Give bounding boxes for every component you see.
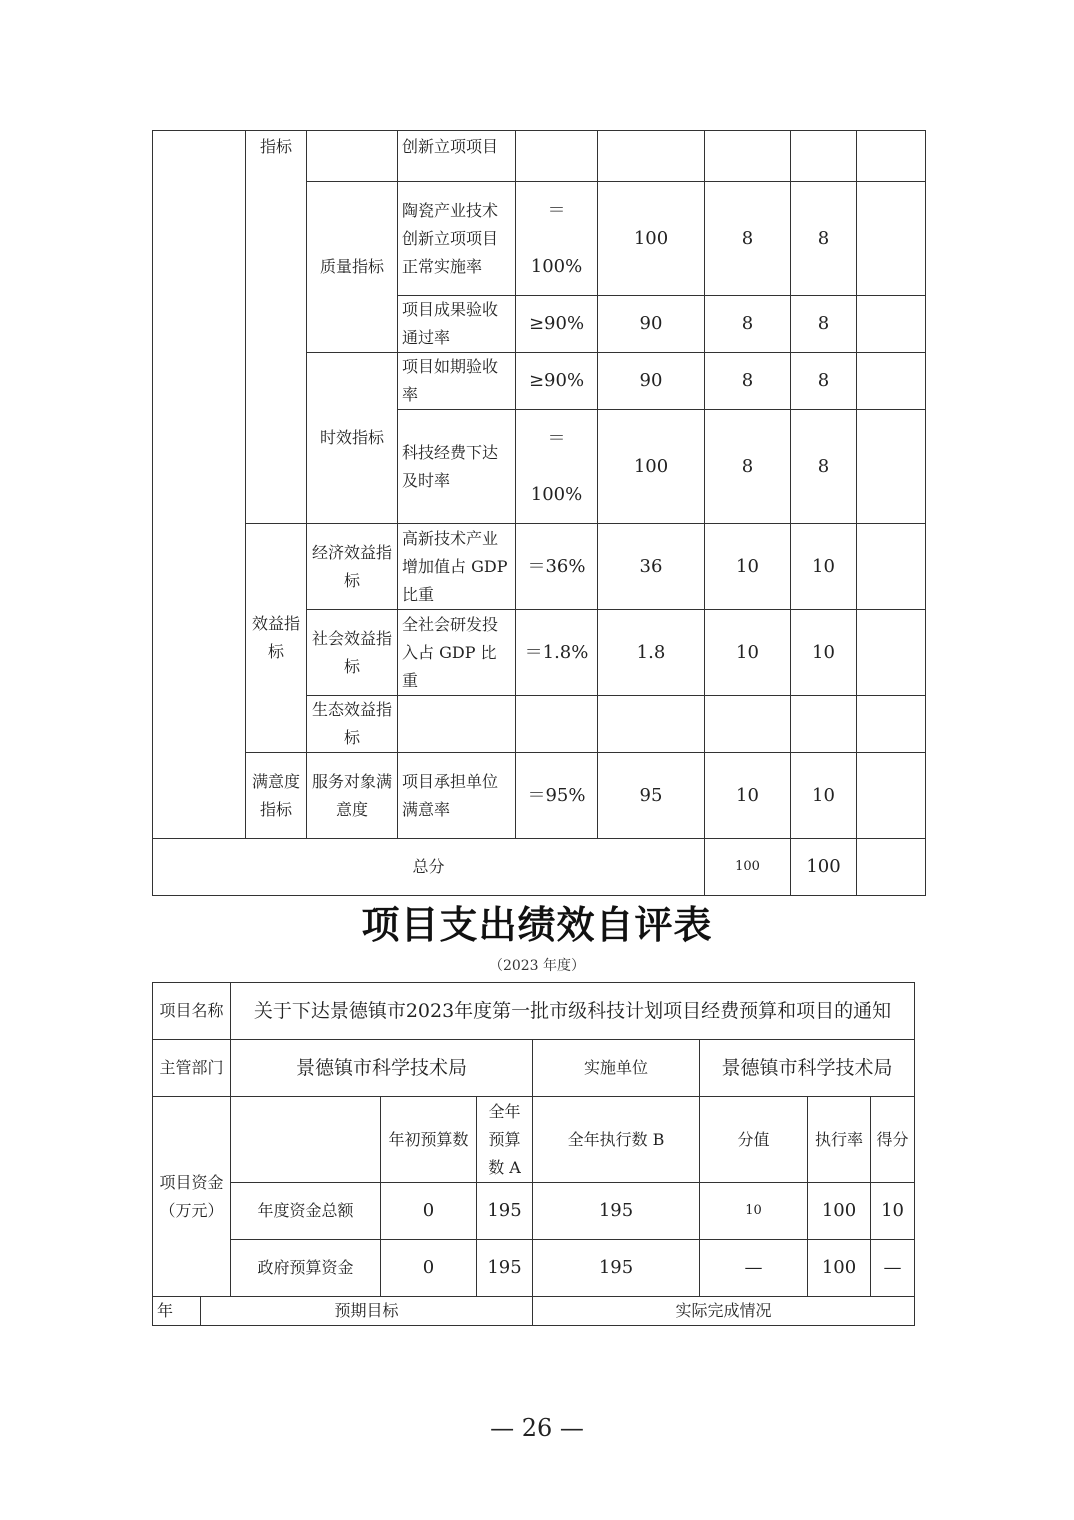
actual-cell: 95 (598, 753, 705, 839)
target-cell: ≥90% (516, 296, 598, 353)
weight-cell: 8 (705, 410, 791, 524)
score-cell: 8 (791, 182, 857, 296)
indicator-cell: 全社会研发投入占 GDP 比重 (398, 610, 516, 696)
initial-budget-value: 0 (381, 1183, 477, 1240)
remark-cell (857, 839, 926, 896)
score-cell: 8 (791, 353, 857, 410)
target-cell (516, 131, 598, 182)
remark-cell (857, 410, 926, 524)
level3-cell: 服务对象满意度 (307, 753, 398, 839)
indicator-cell: 项目如期验收率 (398, 353, 516, 410)
score-cell (791, 696, 857, 753)
executed-value: 195 (533, 1183, 700, 1240)
actual-cell: 1.8 (598, 610, 705, 696)
self-evaluation-table (152, 982, 915, 1326)
remark-cell (857, 696, 926, 753)
actual-cell: 90 (598, 353, 705, 410)
goal-year-label: 年 (153, 1297, 201, 1326)
remark-cell (857, 296, 926, 353)
executed-value: 195 (533, 1240, 700, 1297)
project-name-label: 项目名称 (153, 983, 231, 1040)
indicator-cell: 项目成果验收通过率 (398, 296, 516, 353)
row-label: 年度资金总额 (231, 1183, 381, 1240)
weight-cell: 8 (705, 296, 791, 353)
level3-cell: 生态效益指标 (307, 696, 398, 753)
weight-cell: 8 (705, 182, 791, 296)
year-note: （2023 年度） (488, 958, 586, 974)
weight-value: 10 (700, 1183, 808, 1240)
header-weight: 分值 (700, 1097, 808, 1183)
actual-completion-label: 实际完成情况 (533, 1297, 915, 1326)
total-score: 100 (791, 839, 857, 896)
indicator-cell: 项目承担单位满意率 (398, 753, 516, 839)
dept-value: 景德镇市科学技术局 (231, 1040, 533, 1097)
exec-rate-value: 100 (808, 1240, 871, 1297)
performance-indicator-table (152, 130, 926, 896)
weight-cell (705, 696, 791, 753)
score-cell: 10 (791, 753, 857, 839)
funds-label: 项目资金（万元） (153, 1097, 231, 1297)
score-value: — (871, 1240, 915, 1297)
target-cell: ＝36% (516, 524, 598, 610)
actual-cell: 90 (598, 296, 705, 353)
header-initial-budget: 年初预算数 (381, 1097, 477, 1183)
remark-cell (857, 753, 926, 839)
remark-cell (857, 131, 926, 182)
remark-cell (857, 182, 926, 296)
level3-cell: 社会效益指标 (307, 610, 398, 696)
indicator-cell: 陶瓷产业技术创新立项项目正常实施率 (398, 182, 516, 296)
annual-budget-value: 195 (477, 1240, 533, 1297)
level3-cell (307, 131, 398, 182)
header-blank (231, 1097, 381, 1183)
actual-cell (598, 131, 705, 182)
score-cell: 8 (791, 296, 857, 353)
level2-cell: 指标 (246, 131, 307, 524)
score-value: 10 (871, 1183, 915, 1240)
level3-cell: 时效指标 (307, 353, 398, 524)
remark-cell (857, 524, 926, 610)
remark-cell (857, 610, 926, 696)
impl-unit-label: 实施单位 (533, 1040, 700, 1097)
form-title: 项目支出绩效自评表 (361, 903, 713, 947)
weight-cell: 10 (705, 753, 791, 839)
indicator-cell (398, 696, 516, 753)
remark-cell (857, 353, 926, 410)
target-cell: ≥90% (516, 353, 598, 410)
indicator-cell: 科技经费下达及时率 (398, 410, 516, 524)
indicator-cell: 高新技术产业增加值占 GDP 比重 (398, 524, 516, 610)
level3-cell: 质量指标 (307, 182, 398, 353)
score-cell: 10 (791, 524, 857, 610)
expected-goal-label: 预期目标 (201, 1297, 533, 1326)
target-cell (516, 696, 598, 753)
indicator-cell: 创新立项项目 (398, 131, 516, 182)
total-weight: 100 (705, 839, 791, 896)
project-name-value: 关于下达景德镇市2023年度第一批市级科技计划项目经费预算和项目的通知 (231, 983, 915, 1040)
score-cell (791, 131, 857, 182)
target-cell: ＝ 100% (516, 410, 598, 524)
header-exec-rate: 执行率 (808, 1097, 871, 1183)
row-label: 政府预算资金 (231, 1240, 381, 1297)
page-number: — 26 — (490, 1414, 584, 1442)
actual-cell: 100 (598, 410, 705, 524)
target-cell: ＝ 100% (516, 182, 598, 296)
score-cell: 10 (791, 610, 857, 696)
annual-budget-value: 195 (477, 1183, 533, 1240)
target-cell: ＝1.8% (516, 610, 598, 696)
actual-cell: 100 (598, 182, 705, 296)
weight-value: — (700, 1240, 808, 1297)
exec-rate-value: 100 (808, 1183, 871, 1240)
level1-cell (153, 131, 246, 839)
initial-budget-value: 0 (381, 1240, 477, 1297)
impl-unit-value: 景德镇市科学技术局 (700, 1040, 915, 1097)
actual-cell (598, 696, 705, 753)
actual-cell: 36 (598, 524, 705, 610)
total-label: 总分 (153, 839, 705, 896)
score-cell: 8 (791, 410, 857, 524)
header-annual-budget: 全年预算数 A (477, 1097, 533, 1183)
header-score: 得分 (871, 1097, 915, 1183)
level2-cell: 满意度指标 (246, 753, 307, 839)
weight-cell: 8 (705, 353, 791, 410)
weight-cell (705, 131, 791, 182)
level2-cell: 效益指标 (246, 524, 307, 753)
target-cell: ＝95% (516, 753, 598, 839)
header-executed: 全年执行数 B (533, 1097, 700, 1183)
weight-cell: 10 (705, 610, 791, 696)
level3-cell: 经济效益指标 (307, 524, 398, 610)
dept-label: 主管部门 (153, 1040, 231, 1097)
weight-cell: 10 (705, 524, 791, 610)
